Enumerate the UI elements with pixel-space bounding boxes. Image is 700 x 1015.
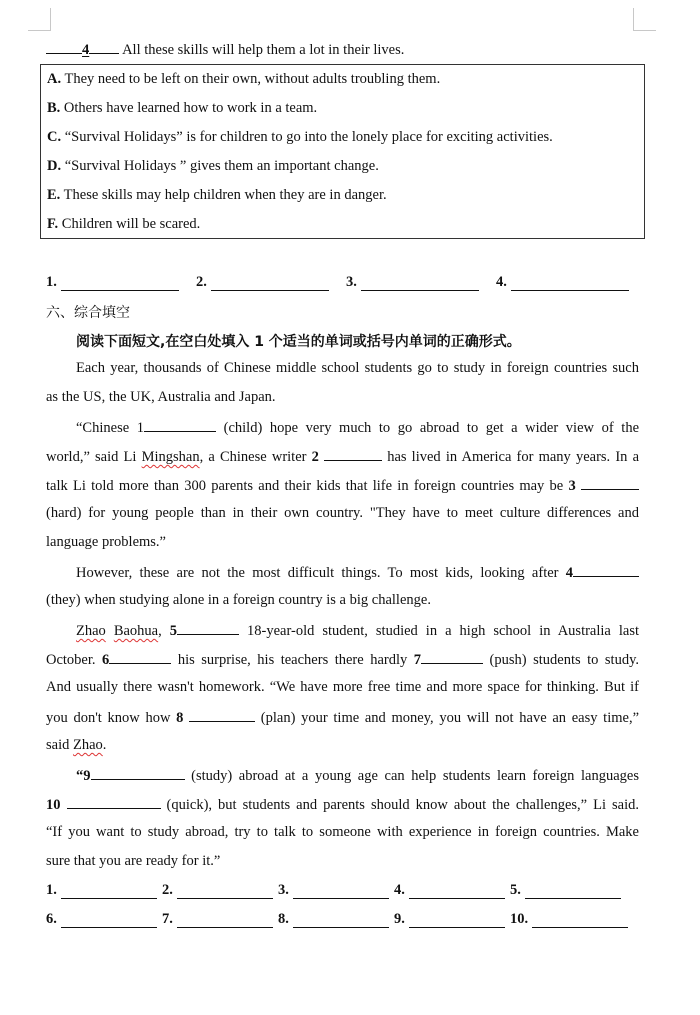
answer-slot: 9. (394, 911, 510, 928)
section-instruction: 阅读下面短文,在空白处填入 1 个适当的单词或括号内单词的正确形式。 (76, 334, 521, 350)
answer-slot: 4. (394, 882, 510, 899)
passage-line: said Zhao. (46, 737, 107, 753)
blank-10[interactable] (67, 795, 161, 809)
passage-line: However, these are not the most difficult things. To most kids, looking after 4 (46, 563, 639, 582)
prompt-text: All these skills will help them a lot in their lives. (122, 42, 405, 58)
answer-blank[interactable] (177, 913, 273, 928)
prompt-number: 4 (82, 42, 90, 58)
answer-slot: 2. (162, 882, 278, 899)
answer-blank[interactable] (293, 913, 389, 928)
option-c: C. “Survival Holidays” is for children to go into the lonely place for exciting activities. (47, 129, 553, 145)
blank-7[interactable] (421, 650, 483, 664)
blank-8[interactable] (189, 708, 255, 722)
passage-line: “If you want to study abroad, try to talk to someone with experience in foreign countries. Make (46, 824, 639, 840)
passage-line: Zhao Baohua, 5 18-year-old student, studied in a high school in Australia last (76, 623, 640, 639)
answer-blank[interactable] (532, 913, 628, 928)
passage-line: “9 (study) abroad at a young age can help students learn foreign languages (76, 768, 639, 784)
passage-line: (hard) for young people than in their own country. "They have to meet culture differences and (46, 505, 639, 521)
answer-slot: 2. (196, 274, 346, 291)
answer-blank[interactable] (361, 276, 479, 291)
passage-line: sure that you are ready for it.” (46, 853, 221, 869)
blank-2[interactable] (324, 447, 382, 461)
answer-slot: 4. (496, 274, 636, 291)
answer-slot: 10. (510, 911, 634, 928)
passage-line: “Chinese 1 (child) hope very much to go abroad to get a wider view of the (76, 420, 639, 436)
blank-3[interactable] (581, 476, 639, 490)
answer-blank[interactable] (177, 884, 273, 899)
answer-blank[interactable] (89, 40, 119, 54)
option-f: F. Children will be scared. (47, 216, 201, 232)
passage-line: language problems.” (46, 534, 166, 550)
option-d: D. “Survival Holidays ” gives them an important change. (47, 158, 379, 174)
option-e: E. These skills may help children when they are in danger. (47, 187, 387, 203)
passage-line: (they) when studying alone in a foreign country is a big challenge. (46, 592, 431, 608)
passage-line: you don't know how 8 (plan) your time and money, you will not have an easy time,” (46, 710, 640, 726)
answer-slot: 1. (46, 882, 162, 899)
blank-6[interactable] (109, 650, 171, 664)
answer-blank[interactable] (46, 40, 82, 54)
answer-slot: 6. (46, 911, 162, 928)
option-b: B. Others have learned how to work in a team. (47, 100, 318, 116)
answer-blank[interactable] (61, 276, 179, 291)
passage-line: world,” said Li Mingshan, a Chinese writer 2 has lived in America for many years. In a (46, 449, 640, 465)
blank-5[interactable] (177, 621, 239, 635)
answer-slot: 8. (278, 911, 394, 928)
options-box (40, 64, 645, 239)
answer-slot: 5. (510, 882, 626, 899)
passage-line: as the US, the UK, Australia and Japan. (46, 389, 276, 405)
answer-blank[interactable] (293, 884, 389, 899)
answer-slot: 7. (162, 911, 278, 928)
answer-blank[interactable] (61, 913, 157, 928)
passage-line: talk Li told more than 300 parents and their kids that life in foreign countries may be 3 (46, 476, 639, 495)
answer-blank[interactable] (525, 884, 621, 899)
answer-slot: 3. (278, 882, 394, 899)
fill-answer-row-2 (46, 911, 634, 928)
passage-line: Each year, thousands of Chinese middle school students go to study in foreign countries such (76, 360, 639, 376)
option-a: A. They need to be left on their own, without adults troubling them. (47, 71, 441, 87)
section-heading: 六、综合填空 (46, 305, 130, 321)
matching-prompt (46, 40, 404, 59)
blank-9[interactable] (91, 766, 185, 780)
answer-blank[interactable] (211, 276, 329, 291)
page-corner-mark-left (28, 8, 51, 31)
blank-4[interactable] (573, 563, 639, 577)
answer-blank[interactable] (409, 884, 505, 899)
answer-blank[interactable] (61, 884, 157, 899)
matching-answer-row (46, 274, 636, 291)
answer-slot: 1. (46, 274, 196, 291)
page-corner-mark-right (633, 8, 656, 31)
answer-blank[interactable] (511, 276, 629, 291)
answer-slot: 3. (346, 274, 496, 291)
answer-blank[interactable] (409, 913, 505, 928)
passage-line: 10 (quick), but students and parents should know about the challenges,” Li said. (46, 797, 639, 813)
passage-line: And usually there wasn't homework. “We have more free time and more space for thinking. But if (46, 679, 639, 695)
blank-1[interactable] (144, 418, 216, 432)
fill-answer-row-1 (46, 882, 626, 899)
passage-line: October. 6 his surprise, his teachers there hardly 7 (push) students to study. (46, 652, 640, 668)
